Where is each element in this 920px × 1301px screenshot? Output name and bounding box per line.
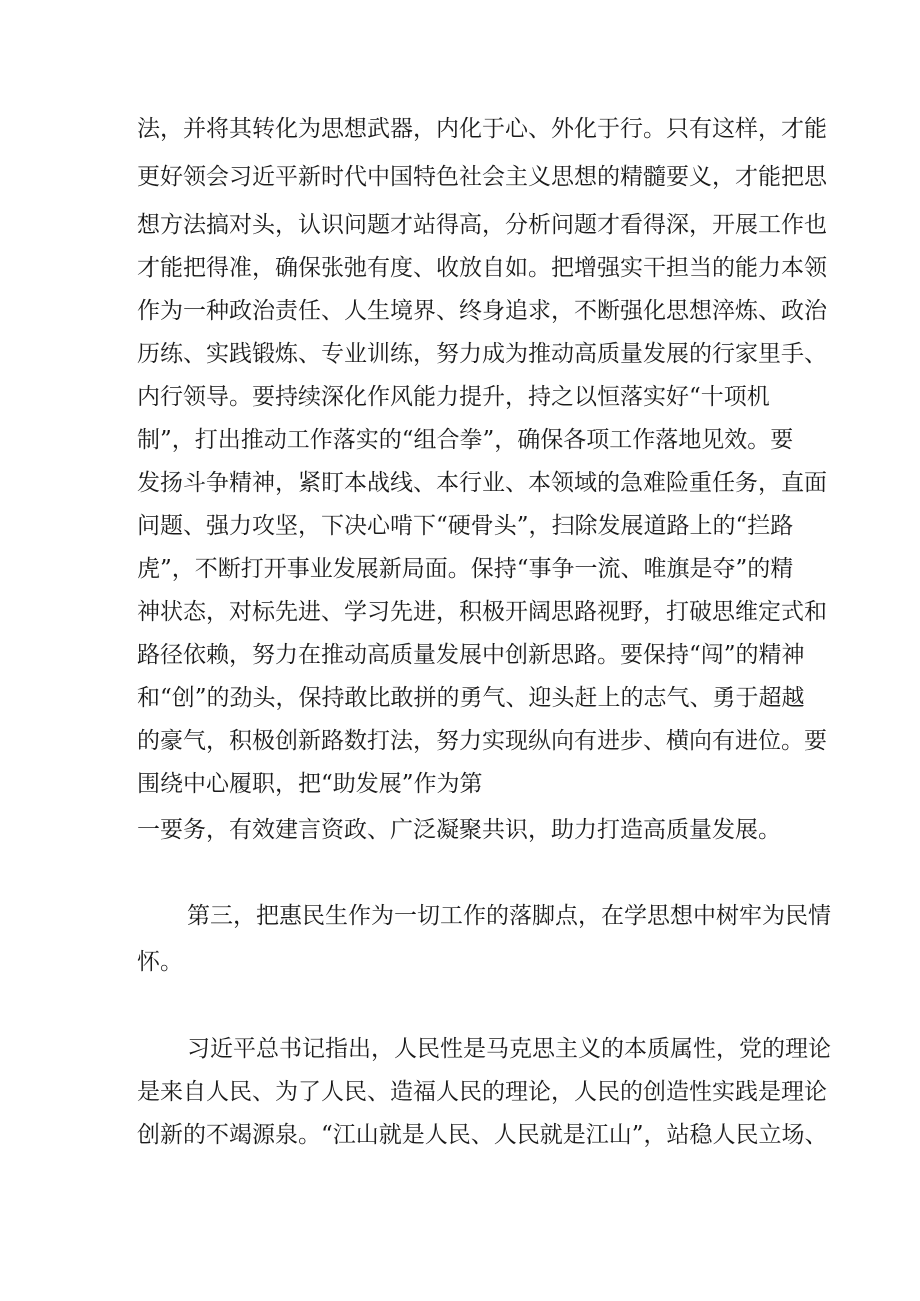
text-line: 一要务，有效建言资政、广泛凝聚共识，助力打造高质量发展。 xyxy=(137,817,781,843)
text-line: 作为一种政治责任、人生境界、终身追求，不断强化思想淬炼、政治 xyxy=(137,298,827,324)
text-line: 路径依赖，努力在推动高质量发展中创新思路。要保持“闯”的精神 xyxy=(137,642,805,668)
text-line: 内行领导。要持续深化作风能力提升，持之以恒落实好“十项机 xyxy=(137,384,770,410)
heading-line: 第三，把惠民生作为一切工作的落脚点，在学思想中树牢为民情 xyxy=(187,903,831,929)
text-line: 和“创”的劲头，保持敢比敢拼的勇气、迎头赶上的志气、勇于超越 xyxy=(137,685,805,711)
text-line: 想方法搞对头，认识问题才站得高，分析问题才看得深，开展工作也 xyxy=(137,212,827,238)
text-line: 神状态，对标先进、学习先进，积极开阔思路视野，打破思维定式和 xyxy=(137,599,827,625)
text-line: 的豪气，积极创新路数打法，努力实现纵向有进步、横向有进位。要 xyxy=(137,728,827,754)
text-line: 法，并将其转化为思想武器，内化于心、外化于行。只有这样，才能 xyxy=(137,116,827,142)
text-line: 问题、强力攻坚，下决心啃下“硬骨头”，扫除发展道路上的“拦路 xyxy=(137,513,794,539)
text-line: 制”，打出推动工作落实的“组合拳”，确保各项工作落地见效。要 xyxy=(137,427,794,453)
text-line: 历练、实践锻炼、专业训练，努力成为推动高质量发展的行家里手、 xyxy=(137,341,827,367)
text-line: 虎”，不断打开事业发展新局面。保持“事争一流、唯旗是夺”的精 xyxy=(137,556,794,582)
text-line: 发扬斗争精神，紧盯本战线、本行业、本领域的急难险重任务，直面 xyxy=(137,470,827,496)
text-line: 围绕中心履职，把“助发展”作为第 xyxy=(137,771,483,797)
text-line: 创新的不竭源泉。“江山就是人民、人民就是江山”，站稳人民立场、 xyxy=(137,1122,828,1148)
heading-line: 怀。 xyxy=(137,949,183,975)
text-line: 是来自人民、为了人民、造福人民的理论，人民的创造性实践是理论 xyxy=(137,1079,827,1105)
text-line: 更好领会习近平新时代中国特色社会主义思想的精髓要义，才能把思 xyxy=(137,164,827,190)
text-line: 才能把得准，确保张弛有度、收放自如。把增强实干担当的能力本领 xyxy=(137,255,827,281)
text-line: 习近平总书记指出，人民性是马克思主义的本质属性，党的理论 xyxy=(187,1036,831,1062)
